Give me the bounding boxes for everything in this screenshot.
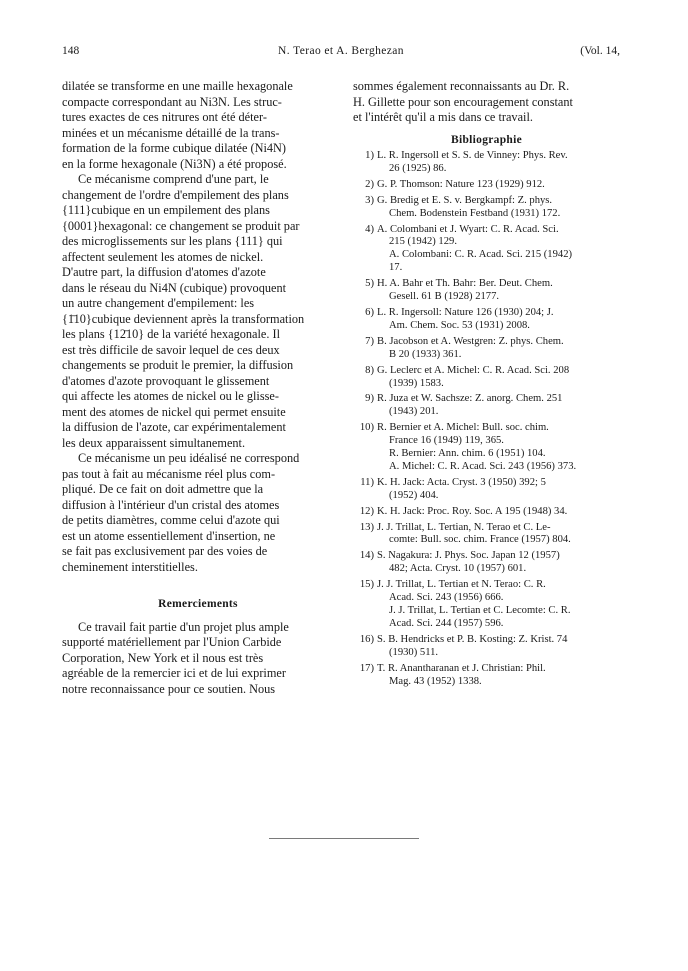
reference-line: Acad. Sci. 243 (1956) 666. bbox=[389, 592, 504, 604]
reference-line: G. Bredig et E. S. v. Bergkampf: Z. phys. bbox=[377, 194, 553, 206]
text-line: compacte correspondant au Ni3N. Les struc- bbox=[62, 94, 282, 109]
paragraph-1 bbox=[62, 79, 334, 172]
reference-item bbox=[353, 365, 620, 391]
reference-number: 1) bbox=[365, 150, 374, 161]
reference-number: 5) bbox=[365, 278, 374, 290]
reference-number: 11) bbox=[360, 476, 374, 488]
reference-number: 10) bbox=[359, 422, 374, 434]
reference-item bbox=[353, 278, 620, 304]
reference-number: 9) bbox=[365, 393, 374, 405]
reference-line: L. R. Ingersoll: Nature 126 (1930) 204; J. bbox=[377, 306, 554, 318]
text-line: se fait pas exclusivement par des voies de bbox=[62, 544, 268, 558]
reference-item bbox=[353, 150, 620, 176]
reference-item bbox=[353, 522, 620, 548]
text-line: Ce mécanisme comprend d'une part, le bbox=[78, 172, 269, 186]
reference-item bbox=[353, 336, 620, 362]
text-line: qui affecte les atomes de nickel ou le glisse- bbox=[62, 389, 279, 403]
reference-item bbox=[353, 663, 620, 689]
reference-line: Chem. Bodenstein Festband (1931) 172. bbox=[389, 207, 561, 219]
reference-number: 13) bbox=[359, 521, 374, 533]
text-line: affectent seulement les atomes de nickel. bbox=[62, 249, 264, 264]
reference-number: 12) bbox=[359, 505, 374, 517]
text-line: dans le réseau du Ni4N (cubique) provoquent bbox=[62, 280, 287, 295]
reference-item bbox=[353, 307, 620, 333]
text-line: d'atomes d'azote provoquant le glissement bbox=[62, 373, 270, 388]
reference-number: 14) bbox=[359, 550, 374, 562]
reference-number: 2) bbox=[365, 178, 374, 190]
reference-number: 7) bbox=[365, 335, 374, 347]
reference-item bbox=[353, 579, 620, 631]
text-line: ment des atomes de nickel qui permet ensuite bbox=[62, 404, 286, 419]
reference-line: J. J. Trillat, L. Tertian, N. Terao et C. Le- bbox=[377, 521, 551, 533]
text-line: cheminement interstitielles. bbox=[62, 559, 198, 574]
reference-number: 4) bbox=[365, 223, 374, 235]
reference-line: (1939) 1583. bbox=[389, 377, 444, 389]
text-line: {1̄10}cubique deviennent après la transformation bbox=[62, 311, 305, 326]
reference-line: B. Jacobson et A. Westgren: Z. phys. Chem. bbox=[377, 335, 564, 347]
text-line: tures exactes de ces nitrures ont été déter- bbox=[62, 110, 267, 124]
running-title: N. Terao et A. Berghezan bbox=[278, 45, 404, 57]
reference-item bbox=[353, 393, 620, 419]
text-line: pliqué. De ce fait on doit admettre que la bbox=[62, 482, 264, 496]
reference-line: A. Colombani et J. Wyart: C. R. Acad. Sci. bbox=[377, 223, 559, 235]
reference-line: (1930) 511. bbox=[389, 646, 439, 658]
reference-line: K. H. Jack: Proc. Roy. Soc. A 195 (1948) 34. bbox=[377, 505, 568, 517]
reference-number: 17) bbox=[359, 662, 374, 674]
text-line: changements se produit le premier, la diffusion bbox=[62, 358, 294, 372]
volume-label: (Vol. 14, bbox=[580, 45, 620, 57]
reference-item bbox=[353, 195, 620, 221]
reference-item bbox=[353, 422, 620, 474]
text-line: supporté matériellement par l'Union Carbide bbox=[62, 635, 282, 649]
reference-number: 16) bbox=[359, 633, 374, 645]
text-line: les deux apparaissent simultanement. bbox=[62, 435, 246, 450]
reference-number: 8) bbox=[365, 364, 374, 376]
reference-item bbox=[353, 634, 620, 660]
text-line: est un atome essentiellement d'insertion, ne bbox=[62, 528, 276, 543]
running-header bbox=[62, 45, 620, 61]
reference-line: J. J. Trillat, L. Tertian et C. Lecomte: C. R. bbox=[389, 605, 571, 616]
reference-line: Mag. 43 (1952) 1338. bbox=[389, 675, 482, 687]
reference-line: 17. bbox=[389, 262, 403, 274]
text-line: un autre changement d'empilement: les bbox=[62, 296, 255, 310]
reference-line: A. Colombani: C. R. Acad. Sci. 215 (1942) bbox=[389, 249, 573, 261]
text-line: de petits diamètres, comme celui d'azote qui bbox=[62, 513, 280, 527]
text-line: la diffusion de l'azote, car expérimentalement bbox=[62, 420, 286, 434]
reference-line: (1943) 201. bbox=[389, 406, 439, 418]
acknowledgements-heading: Remerciements bbox=[158, 598, 238, 610]
reference-line: S. Nagakura: J. Phys. Soc. Japan 12 (1957) bbox=[377, 550, 560, 562]
reference-line: G. Leclerc et A. Michel: C. R. Acad. Sci. 208 bbox=[377, 364, 570, 376]
text-line: formation de la forme cubique dilatée (Ni4N) bbox=[62, 141, 286, 155]
end-rule bbox=[269, 838, 419, 839]
text-line: pas tout à fait au mécanisme réel plus com- bbox=[62, 466, 276, 481]
reference-line: J. J. Trillat, L. Tertian et N. Terao: C. R. bbox=[377, 579, 546, 591]
text-line: est très difficile de savoir lequel de ces deux bbox=[62, 342, 280, 357]
reference-line: K. H. Jack: Acta. Cryst. 3 (1950) 392; 5 bbox=[377, 476, 546, 488]
reference-line: G. P. Thomson: Nature 123 (1929) 912. bbox=[377, 178, 545, 190]
text-line: Ce travail fait partie d'un projet plus ample bbox=[78, 619, 289, 634]
text-line: {111}cubique en un empilement des plans bbox=[62, 203, 270, 217]
text-line: dilatée se transforme en une maille hexagonale bbox=[62, 79, 293, 93]
reference-number: 15) bbox=[359, 579, 374, 591]
reference-line: France 16 (1949) 119, 365. bbox=[389, 435, 504, 447]
page-number: 148 bbox=[62, 45, 80, 57]
reference-line: R. Bernier et A. Michel: Bull. soc. chim. bbox=[377, 422, 549, 434]
reference-line: 215 (1942) 129. bbox=[389, 236, 457, 248]
text-line: et l'intérêt qu'il a mis dans ce travail. bbox=[353, 110, 533, 124]
paragraph-3 bbox=[62, 451, 334, 575]
text-line: agréable de la remercier ici et de lui exprimer bbox=[62, 666, 286, 680]
text-line: Ce mécanisme un peu idéalisé ne correspond bbox=[78, 451, 300, 465]
text-line: en la forme hexagonale (Ni3N) a été proposé. bbox=[62, 156, 287, 171]
reference-line: L. R. Ingersoll et S. S. de Vinney: Phys. Rev. bbox=[377, 150, 568, 161]
reference-line: (1952) 404. bbox=[389, 489, 439, 501]
text-line: notre reconnaissance pour ce soutien. Nous bbox=[62, 681, 276, 696]
text-line: {0001}hexagonal: ce changement se produit par bbox=[62, 218, 300, 233]
reference-line: 26 (1925) 86. bbox=[389, 162, 447, 174]
text-line: Corporation, New York et il nous est très bbox=[62, 650, 264, 665]
reference-line: Am. Chem. Soc. 53 (1931) 2008. bbox=[389, 319, 530, 331]
text-line: diffusion à l'intérieur d'un cristal des atomes bbox=[62, 497, 280, 512]
reference-line: Gesell. 61 B (1928) 2177. bbox=[389, 291, 500, 303]
reference-item bbox=[353, 506, 620, 519]
text-line: H. Gillette pour son encouragement constant bbox=[353, 94, 573, 109]
text-line: des microglissements sur les plans {111} qui bbox=[62, 234, 283, 248]
reference-line: B 20 (1933) 361. bbox=[389, 348, 462, 360]
reference-line: Acad. Sci. 244 (1957) 596. bbox=[389, 617, 504, 629]
reference-item bbox=[353, 550, 620, 576]
reference-item bbox=[353, 477, 620, 503]
reference-number: 6) bbox=[365, 306, 374, 318]
reference-line: T. R. Anantharanan et J. Christian: Phil. bbox=[377, 662, 546, 674]
reference-number: 3) bbox=[365, 194, 374, 206]
right-column bbox=[353, 79, 620, 691]
reference-line: H. A. Bahr et Th. Bahr: Ber. Deut. Chem. bbox=[377, 278, 553, 290]
text-line: les plans {12̄10} de la variété hexagonale. Il bbox=[62, 327, 281, 341]
text-line: changement de l'ordre d'empilement des plans bbox=[62, 187, 289, 202]
bibliography-heading: Bibliographie bbox=[451, 133, 522, 146]
reference-line: A. Michel: C. R. Acad. Sci. 243 (1956) 373. bbox=[389, 460, 577, 472]
left-column bbox=[62, 79, 334, 697]
text-line: sommes également reconnaissants au Dr. R. bbox=[353, 79, 570, 93]
reference-line: S. B. Hendricks et P. B. Kosting: Z. Krist. 74 bbox=[377, 633, 568, 645]
text-line: minées et un mécanisme détaillé de la trans- bbox=[62, 125, 280, 140]
reference-line: comte: Bull. soc. chim. France (1957) 804. bbox=[389, 534, 571, 546]
reference-item bbox=[353, 224, 620, 276]
acknowledgements-continued bbox=[353, 79, 620, 126]
text-line: D'autre part, la diffusion d'atomes d'azote bbox=[62, 265, 266, 279]
acknowledgements-paragraph bbox=[62, 620, 334, 698]
reference-item bbox=[353, 179, 620, 192]
reference-line: R. Juza et W. Sachsze: Z. anorg. Chem. 251 bbox=[377, 393, 563, 405]
reference-line: 482; Acta. Cryst. 10 (1957) 601. bbox=[389, 563, 527, 575]
reference-list bbox=[353, 150, 620, 688]
paragraph-2 bbox=[62, 172, 334, 451]
reference-line: R. Bernier: Ann. chim. 6 (1951) 104. bbox=[389, 448, 546, 460]
